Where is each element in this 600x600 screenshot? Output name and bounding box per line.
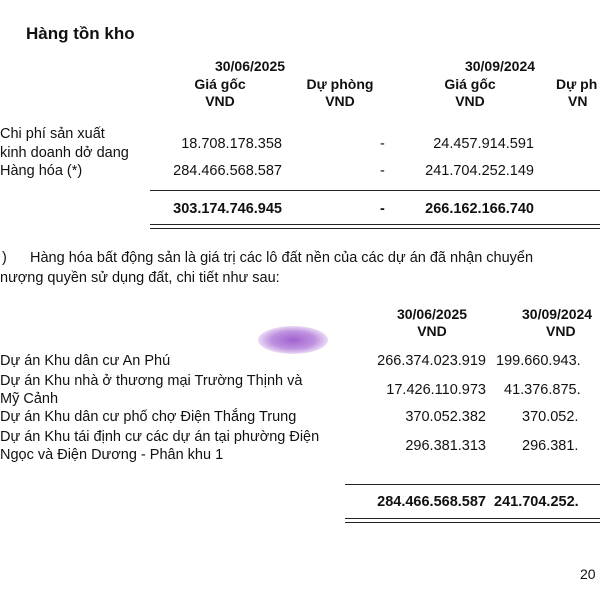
table2-date2: 30/09/2024 bbox=[522, 306, 593, 322]
table1-row2-prov1: - bbox=[380, 163, 385, 179]
table1-row2-label: Hàng hóa (*) bbox=[0, 163, 83, 179]
table1-unit-cost-1: VND bbox=[205, 93, 235, 109]
table1-unit-cost-2: VND bbox=[455, 93, 485, 109]
table2-row4-v2: 296.381. bbox=[522, 438, 579, 454]
table1-total-top-rule bbox=[150, 190, 600, 191]
table2-total-bottom-rule bbox=[345, 518, 600, 523]
table2-row3-v2: 370.052. bbox=[522, 409, 579, 425]
table2-row3-label: Dự án Khu dân cư phố chợ Điện Thắng Trung bbox=[0, 409, 297, 425]
table1-total-prov1: - bbox=[380, 201, 385, 217]
table1-unit-provision-1: VND bbox=[325, 93, 355, 109]
table2-row1-label: Dự án Khu dân cư An Phú bbox=[0, 353, 171, 369]
table2-row2-v2: 41.376.875. bbox=[504, 382, 581, 398]
table2-row3-v1: 370.052.382 bbox=[405, 409, 486, 425]
table2-row2-label-line2: Mỹ Cảnh bbox=[0, 391, 59, 407]
table1-col-cost-2: Giá gốc bbox=[444, 76, 496, 92]
table2-row1-v1: 266.374.023.919 bbox=[377, 353, 486, 369]
note-line1: Hàng hóa bất động sản là giá trị các lô đất nền của các dự án đã nhận chuyển bbox=[30, 250, 534, 266]
table1-row1-cost2: 24.457.914.591 bbox=[433, 136, 534, 152]
table2-row4-label-line1: Dự án Khu tái định cư các dự án tại phường Điện bbox=[0, 429, 320, 445]
table2-row2-v1: 17.426.110.973 bbox=[386, 382, 486, 398]
table2-row4-label-line2: Ngọc và Điện Dương - Phân khu 1 bbox=[0, 447, 224, 463]
table2-total-v2: 241.704.252. bbox=[494, 494, 579, 510]
table1-row2-cost2: 241.704.252.149 bbox=[425, 163, 534, 179]
table1-row1-cost1: 18.708.178.358 bbox=[181, 136, 282, 152]
table1-col-provision-1: Dự phòng bbox=[306, 76, 374, 92]
table1-total-cost1: 303.174.746.945 bbox=[173, 201, 282, 217]
table1-row1-label-line1: Chi phí sản xuất bbox=[0, 126, 105, 142]
table2-total-top-rule bbox=[345, 484, 600, 485]
table1-col-provision-2: Dự ph bbox=[556, 76, 598, 92]
table2-date1: 30/06/2025 bbox=[396, 306, 468, 322]
note-line2: nượng quyền sử dụng đất, chi tiết như sau: bbox=[0, 270, 280, 286]
table1-unit-provision-2: VN bbox=[568, 93, 588, 109]
table1-row1-prov1: - bbox=[380, 136, 385, 152]
page-number: 20 bbox=[580, 566, 596, 582]
table1-total-cost2: 266.162.166.740 bbox=[425, 201, 534, 217]
table2-unit2: VND bbox=[546, 323, 576, 339]
table1-total-bottom-rule bbox=[150, 224, 600, 229]
table2-row4-v1: 296.381.313 bbox=[405, 438, 486, 454]
table2-row1-v2: 199.660.943. bbox=[496, 353, 581, 369]
table1-row1-label-line2: kinh doanh dở dang bbox=[0, 145, 129, 161]
note-marker: ) bbox=[2, 250, 7, 266]
table1-date1: 30/06/2025 bbox=[214, 58, 286, 74]
table2-row2-label-line1: Dự án Khu nhà ở thương mại Trường Thịnh và bbox=[0, 373, 303, 389]
table2-total-v1: 284.466.568.587 bbox=[377, 494, 486, 510]
table1-col-cost-1: Giá gốc bbox=[194, 76, 246, 92]
table1-date2: 30/09/2024 bbox=[464, 58, 536, 74]
section-title: Hàng tồn kho bbox=[26, 24, 135, 43]
table2-unit1: VND bbox=[417, 323, 447, 339]
ink-smudge bbox=[258, 326, 328, 354]
table1-row2-cost1: 284.466.568.587 bbox=[173, 163, 282, 179]
